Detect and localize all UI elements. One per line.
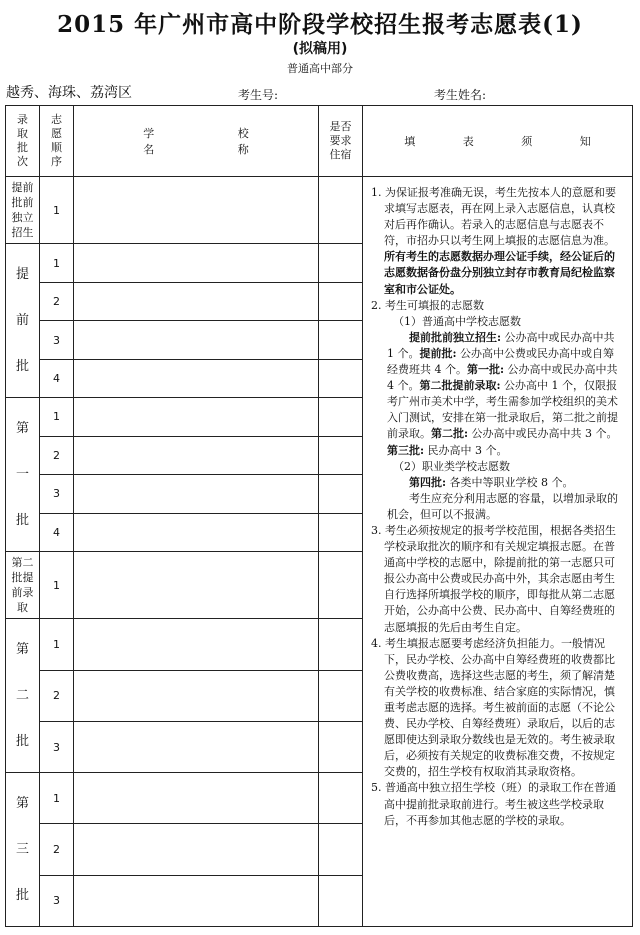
table-row: [6, 177, 633, 244]
student-name-label: 考生姓名:: [434, 88, 487, 102]
note-4: 4. 考生填报志愿要考虑经济负担能力。一般情况下，民办学校、公办高中自筹经费班的收费都比公费收费高，选择这些志愿的考生，须了解清楚有关学校的收费标准、结合家庭的实际情况，慎重考虑志愿的选择。考生被前面的志愿（不论公费、民办学校、自筹经费班）录取后，以后的志愿即使达到录取分数线也是无效的。考生被录取后，必须按有关规定的收费标准交费，不按规定交费的，招生学校有权取消其录取资格。: [371, 636, 615, 779]
header-batch: 录取批次: [6, 106, 40, 177]
note-5: 5. 普通高中独立招生学校（班）的录取工作在普通高中提前批录取前进行。考生被这些学校录取后，不再参加其他志愿的学校的录取。: [371, 781, 616, 827]
batch-cell: 第二批: [6, 619, 40, 773]
boarding-field[interactable]: [319, 670, 363, 721]
header-boarding: 是否要求住宿: [319, 106, 363, 177]
order-cell: 3: [40, 475, 74, 513]
exam-number-label: 考生号:: [238, 88, 279, 102]
order-cell: 4: [40, 513, 74, 551]
school-name-field[interactable]: [74, 875, 319, 926]
order-cell: 2: [40, 670, 74, 721]
batch-cell: 第二批提前录取: [6, 551, 40, 618]
boarding-field[interactable]: [319, 721, 363, 772]
school-name-field[interactable]: [74, 721, 319, 772]
batch-cell: 提前批: [6, 244, 40, 398]
school-name-field[interactable]: [74, 282, 319, 320]
order-cell: 1: [40, 551, 74, 618]
note-2-advice: 考生应充分利用志愿的容量，以增加录取的机会，但可以不报满。: [387, 491, 618, 521]
section-label: 普通高中部分: [287, 62, 353, 75]
note-1: 1. 为保证报考准确无误，考生先按本人的意愿和要求填写志愿表，再在网上录入志愿信息，认真校对后再作确认。若录入的志愿信息与志愿表不符，市招办只以考生网上填报的志愿信息为准。所有考生的志愿数据办理公证手续，经公证后的志愿数据备份盘分别独立封存市教育局纪检监察室和市公证处。: [371, 186, 616, 296]
header-row: [6, 106, 633, 177]
batch-cell: 第一批: [6, 398, 40, 552]
order-cell: 3: [40, 321, 74, 359]
batch-cell: 提前批前独立招生: [6, 177, 40, 244]
note-2-sub1: （1）普通高中学校志愿数: [393, 314, 521, 328]
note-3: 3. 考生必须按规定的报考学校范围，根据各类招生学校录取批次的顺序和有关规定填报志愿。在普通高中学校的志愿中，除提前批的第一志愿只可报公办高中公费或民办高中外，其余志愿由考生自行选择所填报学校的顺序，即每批从第二志愿开始，公办高中公费、民办高中、自筹经费班的志愿填报的先后由考生自定。: [371, 523, 616, 634]
order-cell: 3: [40, 875, 74, 926]
school-name-field[interactable]: [74, 436, 319, 474]
boarding-field[interactable]: [319, 244, 363, 282]
header-notes: 填 表 须 知: [363, 106, 633, 177]
order-cell: 4: [40, 359, 74, 397]
boarding-field[interactable]: [319, 475, 363, 513]
note-2-quota-general: 提前批前独立招生: 公办高中或民办高中共 1 个。提前批: 公办高中公费或民办高中或自筹经费班共 4 个。第一批: 公办高中或民办高中共 4 个。第二批提前录取: 公办高中 1 个，仅限报考广州市美术中学，考生需参加学校组织的美术入门测试，安排在第一批录取后，第二批之前提前录取。第二批: 公办高中或民办高中共 3 个。第三批: 民办高中 3 个。: [387, 330, 618, 457]
school-name-field[interactable]: [74, 619, 319, 670]
boarding-field[interactable]: [319, 359, 363, 397]
order-cell: 1: [40, 398, 74, 436]
school-name-field[interactable]: [74, 321, 319, 359]
note-2-title: 2. 考生可填报的志愿数: [371, 298, 484, 312]
order-cell: 2: [40, 282, 74, 320]
school-name-field[interactable]: [74, 177, 319, 244]
draft-note: (拟稿用): [292, 41, 348, 57]
note-2-sub2: （2）职业类学校志愿数: [393, 459, 510, 473]
school-name-field[interactable]: [74, 773, 319, 824]
note-2-quota-vocational: 第四批: 各类中等职业学校 8 个。: [409, 475, 574, 489]
boarding-field[interactable]: [319, 436, 363, 474]
order-cell: 3: [40, 721, 74, 772]
order-cell: 2: [40, 824, 74, 875]
boarding-field[interactable]: [319, 773, 363, 824]
boarding-field[interactable]: [319, 177, 363, 244]
application-table: [5, 105, 633, 927]
header-order: 志愿顺序: [40, 106, 74, 177]
boarding-field[interactable]: [319, 619, 363, 670]
instructions-panel: [363, 177, 633, 927]
school-name-field[interactable]: [74, 475, 319, 513]
boarding-field[interactable]: [319, 398, 363, 436]
form-title: 2015 年广州市高中阶段学校招生报考志愿表(1): [57, 11, 583, 38]
order-cell: 1: [40, 619, 74, 670]
school-name-field[interactable]: [74, 513, 319, 551]
district-label: 越秀、海珠、荔湾区: [6, 85, 132, 101]
boarding-field[interactable]: [319, 824, 363, 875]
batch-cell: 第三批: [6, 773, 40, 927]
order-cell: 1: [40, 773, 74, 824]
boarding-field[interactable]: [319, 282, 363, 320]
school-name-field[interactable]: [74, 824, 319, 875]
school-name-field[interactable]: [74, 359, 319, 397]
boarding-field[interactable]: [319, 551, 363, 618]
order-cell: 1: [40, 244, 74, 282]
order-cell: 2: [40, 436, 74, 474]
order-cell: 1: [40, 177, 74, 244]
school-name-field[interactable]: [74, 670, 319, 721]
school-name-field[interactable]: [74, 398, 319, 436]
header-school-name: 学 校 名 称: [74, 106, 319, 177]
boarding-field[interactable]: [319, 513, 363, 551]
school-name-field[interactable]: [74, 551, 319, 618]
school-name-field[interactable]: [74, 244, 319, 282]
boarding-field[interactable]: [319, 875, 363, 926]
boarding-field[interactable]: [319, 321, 363, 359]
